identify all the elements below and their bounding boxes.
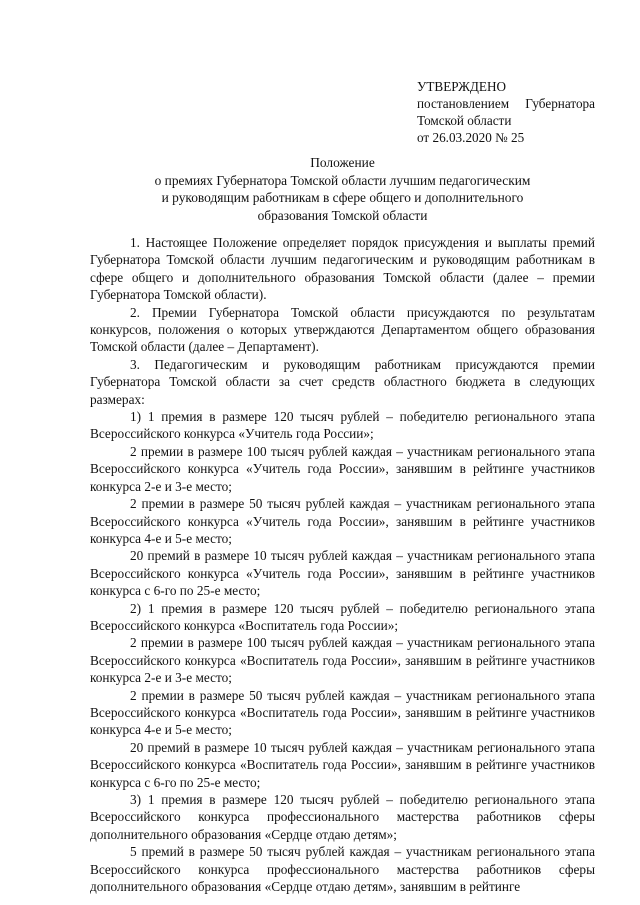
- title-line: о премиях Губернатора Томской области лучшим педагогическим: [154, 172, 531, 188]
- document-title: [90, 154, 595, 224]
- paragraph: 1. Настоящее Положение определяет порядок присуждения и выплаты премий Губернатора Томской области лучшим педагогическим и руководящим работникам в сфере общего и дополнительного образования Томской области (далее – премии Губернатора Томской области).: [90, 235, 595, 303]
- paragraph: 2 премии в размере 100 тысяч рублей каждая – участникам регионального этапа Всероссийского конкурса «Учитель года России», занявшим в рейтинге участников конкурса 2-е и 3-е место;: [90, 443, 595, 494]
- approval-block: [417, 78, 595, 146]
- paragraph: 20 премий в размере 10 тысяч рублей каждая – участникам регионального этапа Всероссийского конкурса «Учитель года России», занявшим в рейтинге участников конкурса с 6-го по 25-е место;: [90, 548, 595, 599]
- paragraph: 3. Педагогическим и руководящим работникам присуждаются премии Губернатора Томской области за счет средств областного бюджета в следующих размерах:: [90, 356, 595, 407]
- approval-date: от 26.03.2020 № 25: [417, 130, 525, 145]
- title-line: Положение: [310, 155, 375, 170]
- approval-stamp: УТВЕРЖДЕНО: [417, 79, 507, 94]
- title-line: и руководящим работникам в сфере общего и дополнительного: [161, 190, 524, 205]
- paragraph: 1) 1 премия в размере 120 тысяч рублей – победителю регионального этапа Всероссийского конкурса «Учитель года России»;: [90, 409, 595, 442]
- paragraph: 20 премий в размере 10 тысяч рублей каждая – участникам регионального этапа Всероссийского конкурса «Воспитатель года России», занявшим в рейтинге участников конкурса с 6-го по 25-е место;: [90, 739, 595, 790]
- paragraph: 2. Премии Губернатора Томской области присуждаются по результатам конкурсов, положения о которых утверждаются Департаментом общего образования Томской области (далее – Департамент).: [90, 304, 595, 355]
- paragraph: 2 премии в размере 50 тысяч рублей каждая – участникам регионального этапа Всероссийского конкурса «Воспитатель года России», занявшим в рейтинге участников конкурса 4-е и 5-е место;: [90, 687, 595, 738]
- paragraph: 2 премии в размере 100 тысяч рублей каждая – участникам регионального этапа Всероссийского конкурса «Воспитатель года России», занявшим в рейтинге участников конкурса 2-е и 3-е место;: [90, 635, 595, 686]
- approval-line: Томской области: [417, 113, 512, 128]
- paragraph: 3) 1 премия в размере 120 тысяч рублей – победителю регионального этапа Всероссийского конкурса профессионального мастерства работников сферы дополнительного образования «Сердце отдаю детям»;: [90, 792, 595, 842]
- paragraph: 2) 1 премия в размере 120 тысяч рублей – победителю регионального этапа Всероссийского конкурса «Воспитатель года России»;: [90, 600, 595, 633]
- paragraph: 2 премии в размере 50 тысяч рублей каждая – участникам регионального этапа Всероссийского конкурса «Учитель года России», занявшим в рейтинге участников конкурса 4-е и 5-е место;: [90, 496, 595, 546]
- title-line: образования Томской области: [257, 207, 428, 223]
- document-body: [90, 234, 595, 895]
- paragraph: 5 премий в размере 50 тысяч рублей каждая – участникам регионального этапа Всероссийского конкурса профессионального мастерства работников сферы дополнительного образования «Сердце отдаю детям», занявшим в рейтинге: [90, 844, 595, 895]
- approval-line: постановлением Губернатора: [417, 96, 595, 111]
